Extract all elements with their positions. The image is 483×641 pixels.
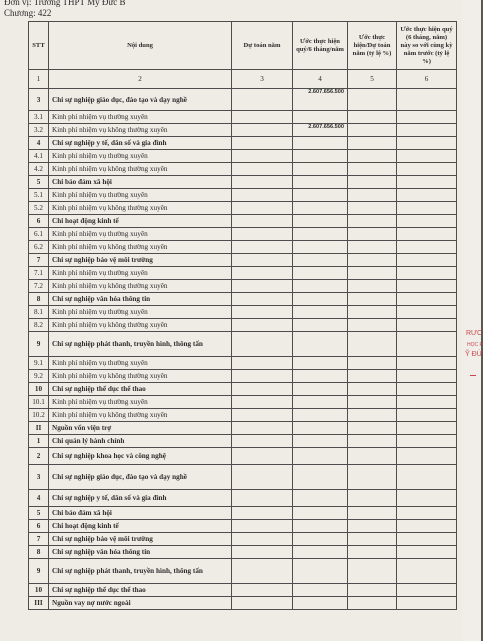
row-annual-estimate: [232, 137, 293, 150]
table-row: [29, 357, 457, 370]
row-ratio-to-estimate: [348, 520, 397, 533]
row-ratio-to-last-year: [397, 409, 457, 422]
col-header-stt: STT: [29, 22, 49, 70]
table-row: [29, 396, 457, 409]
row-annual-estimate: [232, 520, 293, 533]
row-stt: 6.1: [29, 228, 49, 241]
row-stt: 2: [29, 448, 49, 465]
row-estimated-performance: [293, 435, 348, 448]
row-ratio-to-estimate: [348, 422, 397, 435]
row-stt: 9: [29, 559, 49, 584]
row-stt: 5.1: [29, 189, 49, 202]
row-estimated-performance: [293, 319, 348, 332]
table-body: [29, 89, 457, 610]
row-estimated-performance: [293, 332, 348, 357]
col-header-annual-estimate: Dự toán năm: [232, 22, 293, 70]
row-estimated-performance: [293, 137, 348, 150]
table-row: [29, 176, 457, 189]
row-stt: 6: [29, 215, 49, 228]
table-row: [29, 280, 457, 293]
row-ratio-to-last-year: [397, 280, 457, 293]
row-estimated-performance: [293, 448, 348, 465]
table-row: [29, 89, 457, 111]
row-content: Chi bảo đảm xã hội: [49, 176, 232, 189]
col-header-ratio-to-last-year: Ước thực hiện quý (6 tháng, năm) này so với cùng kỳ năm trước (tỷ lệ %): [397, 22, 457, 70]
row-content: Kinh phí nhiệm vụ thường xuyên: [49, 150, 232, 163]
row-ratio-to-last-year: [397, 215, 457, 228]
row-estimated-performance: [293, 150, 348, 163]
row-content: Chi hoạt động kinh tế: [49, 520, 232, 533]
row-annual-estimate: [232, 559, 293, 584]
row-stt: 8: [29, 293, 49, 306]
row-ratio-to-last-year: [397, 383, 457, 396]
row-content: Chi sự nghiệp thể dục thể thao: [49, 383, 232, 396]
row-estimated-performance: [293, 228, 348, 241]
row-estimated-performance: [293, 111, 348, 124]
col-header-content: Nội dung: [49, 22, 232, 70]
row-ratio-to-last-year: [397, 396, 457, 409]
row-ratio-to-estimate: [348, 559, 397, 584]
row-ratio-to-last-year: [397, 267, 457, 280]
row-stt: 4: [29, 137, 49, 150]
row-ratio-to-last-year: [397, 124, 457, 137]
row-content: Chi sự nghiệp khoa học và công nghệ: [49, 448, 232, 465]
table-row: [29, 254, 457, 267]
row-ratio-to-last-year: [397, 533, 457, 546]
table-row: [29, 435, 457, 448]
row-ratio-to-last-year: [397, 422, 457, 435]
row-ratio-to-last-year: [397, 319, 457, 332]
row-annual-estimate: [232, 111, 293, 124]
row-annual-estimate: [232, 490, 293, 507]
table-row: [29, 228, 457, 241]
row-estimated-performance: [293, 215, 348, 228]
row-ratio-to-last-year: [397, 293, 457, 306]
table-row: [29, 409, 457, 422]
stamp-mark: [470, 375, 476, 376]
row-stt: 4: [29, 490, 49, 507]
row-annual-estimate: [232, 422, 293, 435]
col-header-estimated-performance: Ước thực hiện quý/6 tháng/năm: [293, 22, 348, 70]
row-ratio-to-estimate: [348, 435, 397, 448]
row-content: Kinh phí nhiệm vụ không thường xuyên: [49, 409, 232, 422]
row-ratio-to-estimate: [348, 597, 397, 610]
row-stt: 6.2: [29, 241, 49, 254]
row-ratio-to-last-year: [397, 228, 457, 241]
table-row: [29, 137, 457, 150]
row-ratio-to-estimate: [348, 357, 397, 370]
col-index: 4: [293, 70, 348, 89]
row-ratio-to-estimate: [348, 124, 397, 137]
row-annual-estimate: [232, 124, 293, 137]
table-row: [29, 533, 457, 546]
row-stt: 9.1: [29, 357, 49, 370]
table-row: [29, 383, 457, 396]
col-index: 2: [49, 70, 232, 89]
row-ratio-to-last-year: [397, 597, 457, 610]
table-row: [29, 215, 457, 228]
row-estimated-performance: 2.607.656.500: [293, 124, 348, 137]
row-ratio-to-estimate: [348, 507, 397, 520]
row-estimated-performance: [293, 176, 348, 189]
row-stt: 5: [29, 507, 49, 520]
row-ratio-to-last-year: [397, 163, 457, 176]
row-ratio-to-estimate: [348, 409, 397, 422]
row-content: Kinh phí nhiệm vụ không thường xuyên: [49, 163, 232, 176]
row-ratio-to-estimate: [348, 332, 397, 357]
row-annual-estimate: [232, 163, 293, 176]
row-annual-estimate: [232, 584, 293, 597]
row-estimated-performance: [293, 383, 348, 396]
row-content: Chi hoạt động kinh tế: [49, 215, 232, 228]
row-annual-estimate: [232, 465, 293, 490]
row-ratio-to-last-year: [397, 370, 457, 383]
row-estimated-performance: 2.607.656.500: [293, 89, 348, 111]
row-ratio-to-estimate: [348, 280, 397, 293]
table-row: [29, 584, 457, 597]
table-row: [29, 111, 457, 124]
row-annual-estimate: [232, 176, 293, 189]
row-ratio-to-last-year: [397, 520, 457, 533]
row-content: Chi sự nghiệp thể dục thể thao: [49, 584, 232, 597]
row-content: Nguồn vốn viện trợ: [49, 422, 232, 435]
row-annual-estimate: [232, 435, 293, 448]
column-index-row: [29, 70, 457, 89]
row-annual-estimate: [232, 150, 293, 163]
row-ratio-to-last-year: [397, 357, 457, 370]
row-ratio-to-estimate: [348, 150, 397, 163]
row-ratio-to-last-year: [397, 546, 457, 559]
row-stt: 10.2: [29, 409, 49, 422]
row-annual-estimate: [232, 189, 293, 202]
row-ratio-to-estimate: [348, 176, 397, 189]
row-stt: II: [29, 422, 49, 435]
row-ratio-to-estimate: [348, 111, 397, 124]
row-ratio-to-last-year: [397, 111, 457, 124]
row-estimated-performance: [293, 520, 348, 533]
table-row: [29, 559, 457, 584]
row-estimated-performance: [293, 490, 348, 507]
row-content: Kinh phí nhiệm vụ không thường xuyên: [49, 319, 232, 332]
page-margin: [462, 0, 481, 641]
row-estimated-performance: [293, 597, 348, 610]
row-ratio-to-last-year: [397, 202, 457, 215]
row-ratio-to-last-year: [397, 176, 457, 189]
row-estimated-performance: [293, 370, 348, 383]
row-content: Chi quản lý hành chính: [49, 435, 232, 448]
row-annual-estimate: [232, 383, 293, 396]
row-content: Nguồn vay nợ nước ngoài: [49, 597, 232, 610]
row-content: Chi sự nghiệp y tế, dân số và gia đình: [49, 490, 232, 507]
row-stt: 9: [29, 332, 49, 357]
row-stt: 7.1: [29, 267, 49, 280]
row-annual-estimate: [232, 241, 293, 254]
row-content: Chi sự nghiệp bảo vệ môi trường: [49, 254, 232, 267]
row-stt: 7.2: [29, 280, 49, 293]
row-ratio-to-estimate: [348, 267, 397, 280]
row-content: Kinh phí nhiệm vụ thường xuyên: [49, 111, 232, 124]
row-content: Chi sự nghiệp y tế, dân số và gia đình: [49, 137, 232, 150]
row-estimated-performance: [293, 584, 348, 597]
table-row: [29, 163, 457, 176]
row-content: Chi bảo đảm xã hội: [49, 507, 232, 520]
row-annual-estimate: [232, 409, 293, 422]
budget-table: [28, 21, 457, 610]
row-estimated-performance: [293, 293, 348, 306]
row-stt: 3: [29, 89, 49, 111]
row-ratio-to-last-year: [397, 150, 457, 163]
row-content: Kinh phí nhiệm vụ không thường xuyên: [49, 241, 232, 254]
row-content: Kinh phí nhiệm vụ không thường xuyên: [49, 202, 232, 215]
row-stt: III: [29, 597, 49, 610]
row-ratio-to-estimate: [348, 448, 397, 465]
table-row: [29, 507, 457, 520]
row-ratio-to-estimate: [348, 215, 397, 228]
table-row: [29, 520, 457, 533]
row-ratio-to-last-year: [397, 189, 457, 202]
table-row: [29, 267, 457, 280]
row-ratio-to-estimate: [348, 396, 397, 409]
row-ratio-to-last-year: [397, 490, 457, 507]
row-annual-estimate: [232, 228, 293, 241]
table-row: [29, 189, 457, 202]
row-annual-estimate: [232, 370, 293, 383]
row-ratio-to-last-year: [397, 507, 457, 520]
table-row: [29, 448, 457, 465]
row-content: Kinh phí nhiệm vụ thường xuyên: [49, 396, 232, 409]
row-estimated-performance: [293, 396, 348, 409]
row-content: Kinh phí nhiệm vụ không thường xuyên: [49, 280, 232, 293]
col-index: 6: [397, 70, 457, 89]
col-index: 5: [348, 70, 397, 89]
row-ratio-to-last-year: [397, 241, 457, 254]
row-stt: 1: [29, 435, 49, 448]
row-annual-estimate: [232, 215, 293, 228]
row-content: Chi sự nghiệp bảo vệ môi trường: [49, 533, 232, 546]
row-ratio-to-last-year: [397, 435, 457, 448]
table-row: [29, 306, 457, 319]
row-ratio-to-last-year: [397, 584, 457, 597]
row-estimated-performance: [293, 163, 348, 176]
row-ratio-to-estimate: [348, 370, 397, 383]
row-ratio-to-estimate: [348, 383, 397, 396]
row-ratio-to-estimate: [348, 189, 397, 202]
row-annual-estimate: [232, 507, 293, 520]
row-content: Chi sự nghiệp phát thanh, truyền hình, thông tấn: [49, 559, 232, 584]
table-row: [29, 293, 457, 306]
row-estimated-performance: [293, 267, 348, 280]
row-stt: 5: [29, 176, 49, 189]
col-header-ratio-to-estimate: Ước thực hiện/Dự toán năm (tỷ lệ %): [348, 22, 397, 70]
row-estimated-performance: [293, 465, 348, 490]
row-ratio-to-last-year: [397, 89, 457, 111]
row-content: Chi sự nghiệp phát thanh, truyền hình, thông tấn: [49, 332, 232, 357]
table-row: [29, 465, 457, 490]
col-index: 1: [29, 70, 49, 89]
row-ratio-to-estimate: [348, 89, 397, 111]
row-content: Kinh phí nhiệm vụ thường xuyên: [49, 357, 232, 370]
row-ratio-to-last-year: [397, 448, 457, 465]
table-row: [29, 546, 457, 559]
row-estimated-performance: [293, 533, 348, 546]
table-header-row: [29, 22, 457, 70]
row-ratio-to-estimate: [348, 137, 397, 150]
col-index: 3: [232, 70, 293, 89]
row-annual-estimate: [232, 546, 293, 559]
row-stt: 4.2: [29, 163, 49, 176]
row-estimated-performance: [293, 409, 348, 422]
row-ratio-to-estimate: [348, 254, 397, 267]
row-annual-estimate: [232, 396, 293, 409]
row-ratio-to-last-year: [397, 137, 457, 150]
row-ratio-to-estimate: [348, 293, 397, 306]
row-annual-estimate: [232, 332, 293, 357]
table-row: [29, 490, 457, 507]
row-content: Kinh phí nhiệm vụ thường xuyên: [49, 306, 232, 319]
row-ratio-to-estimate: [348, 306, 397, 319]
row-content: Chi sự nghiệp giáo dục, đào tạo và dạy nghề: [49, 89, 232, 111]
row-content: Kinh phí nhiệm vụ thường xuyên: [49, 267, 232, 280]
row-ratio-to-last-year: [397, 559, 457, 584]
row-estimated-performance: [293, 546, 348, 559]
row-annual-estimate: [232, 597, 293, 610]
table-row: [29, 597, 457, 610]
row-annual-estimate: [232, 306, 293, 319]
row-ratio-to-estimate: [348, 241, 397, 254]
row-content: Kinh phí nhiệm vụ không thường xuyên: [49, 370, 232, 383]
row-annual-estimate: [232, 319, 293, 332]
row-stt: 3.2: [29, 124, 49, 137]
row-annual-estimate: [232, 89, 293, 111]
row-estimated-performance: [293, 202, 348, 215]
row-content: Kinh phí nhiệm vụ thường xuyên: [49, 189, 232, 202]
row-stt: 3.1: [29, 111, 49, 124]
row-estimated-performance: [293, 357, 348, 370]
row-stt: 8.2: [29, 319, 49, 332]
row-ratio-to-estimate: [348, 228, 397, 241]
unit-name: Đơn vị: Trường THPT Mỹ Đức B: [4, 0, 126, 7]
row-ratio-to-last-year: [397, 332, 457, 357]
row-annual-estimate: [232, 448, 293, 465]
table-row: [29, 241, 457, 254]
chapter-code: Chương: 422: [4, 8, 52, 18]
row-stt: 9.2: [29, 370, 49, 383]
row-ratio-to-estimate: [348, 465, 397, 490]
row-stt: 10: [29, 584, 49, 597]
row-ratio-to-estimate: [348, 533, 397, 546]
row-content: Chi sự nghiệp giáo dục, đào tạo và dạy nghề: [49, 465, 232, 490]
row-stt: 5.2: [29, 202, 49, 215]
stamp-fragment: Ỹ ĐỨ: [465, 351, 483, 358]
row-stt: 8: [29, 546, 49, 559]
row-ratio-to-estimate: [348, 163, 397, 176]
row-estimated-performance: [293, 507, 348, 520]
row-ratio-to-estimate: [348, 202, 397, 215]
stamp-fragment: HỌC P: [467, 342, 483, 348]
row-estimated-performance: [293, 189, 348, 202]
row-stt: 10: [29, 383, 49, 396]
row-ratio-to-estimate: [348, 490, 397, 507]
row-ratio-to-last-year: [397, 306, 457, 319]
row-annual-estimate: [232, 267, 293, 280]
row-stt: 8.1: [29, 306, 49, 319]
row-estimated-performance: [293, 254, 348, 267]
row-estimated-performance: [293, 306, 348, 319]
row-ratio-to-estimate: [348, 584, 397, 597]
row-annual-estimate: [232, 293, 293, 306]
row-ratio-to-estimate: [348, 546, 397, 559]
row-annual-estimate: [232, 357, 293, 370]
row-content: Kinh phí nhiệm vụ thường xuyên: [49, 228, 232, 241]
row-annual-estimate: [232, 280, 293, 293]
row-estimated-performance: [293, 559, 348, 584]
table-row: [29, 319, 457, 332]
table-row: [29, 202, 457, 215]
stamp-fragment: RƯC: [466, 330, 483, 337]
row-ratio-to-last-year: [397, 254, 457, 267]
row-estimated-performance: [293, 241, 348, 254]
table-row: [29, 422, 457, 435]
row-content: Kinh phí nhiệm vụ không thường xuyên: [49, 124, 232, 137]
table-row: [29, 124, 457, 137]
row-stt: 10.1: [29, 396, 49, 409]
row-stt: 7: [29, 533, 49, 546]
table-row: [29, 332, 457, 357]
row-ratio-to-last-year: [397, 465, 457, 490]
table-row: [29, 370, 457, 383]
row-content: Chi sự nghiệp văn hóa thông tin: [49, 546, 232, 559]
row-content: Chi sự nghiệp văn hóa thông tin: [49, 293, 232, 306]
row-stt: 6: [29, 520, 49, 533]
row-estimated-performance: [293, 422, 348, 435]
row-stt: 3: [29, 465, 49, 490]
row-stt: 7: [29, 254, 49, 267]
row-annual-estimate: [232, 533, 293, 546]
table-row: [29, 150, 457, 163]
row-annual-estimate: [232, 202, 293, 215]
row-stt: 4.1: [29, 150, 49, 163]
row-annual-estimate: [232, 254, 293, 267]
row-ratio-to-estimate: [348, 319, 397, 332]
row-estimated-performance: [293, 280, 348, 293]
